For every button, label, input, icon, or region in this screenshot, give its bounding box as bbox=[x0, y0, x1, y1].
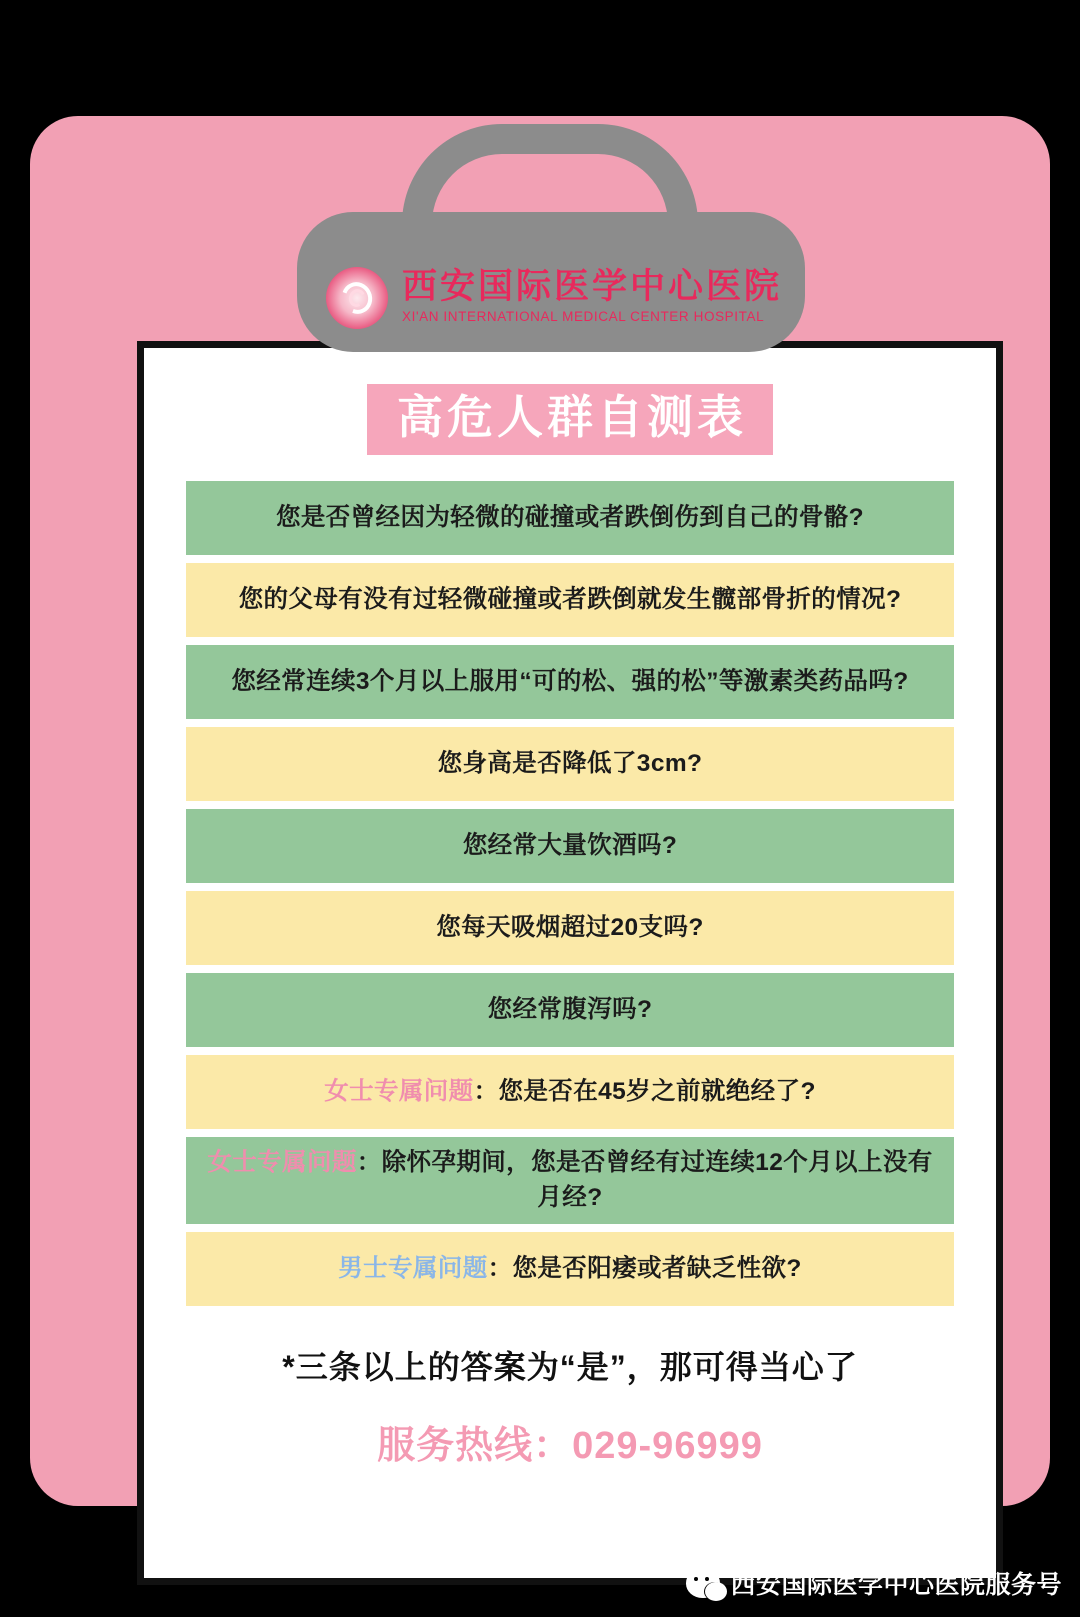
checklist-paper bbox=[137, 341, 1003, 1585]
question-row-6[interactable] bbox=[186, 891, 954, 965]
question-text-1: 您是否曾经因为轻微的碰撞或者跌倒伤到自己的骨骼? bbox=[275, 503, 865, 531]
page-title: 高危人群自测表 bbox=[367, 384, 773, 455]
clipboard-board bbox=[30, 116, 1050, 1506]
question-text-2: 您的父母有没有过轻微碰撞或者跌倒就发生髋部骨折的情况? bbox=[238, 585, 902, 613]
hospital-logo bbox=[326, 258, 783, 338]
question-row-5[interactable] bbox=[186, 809, 954, 883]
hospital-rose-logo-icon bbox=[326, 267, 388, 329]
hospital-logo-text bbox=[402, 266, 783, 328]
question-text-9: ：除怀孕期间，您是否曾经有过连续12个月以上没有月经? bbox=[356, 1148, 933, 1212]
question-row-8[interactable] bbox=[186, 1055, 954, 1129]
page-title-wrap bbox=[144, 384, 996, 455]
question-tag-9: 女士专属问题 bbox=[207, 1148, 357, 1176]
question-row-1[interactable] bbox=[186, 481, 954, 555]
question-row-3[interactable] bbox=[186, 645, 954, 719]
wechat-icon bbox=[686, 1568, 720, 1598]
question-row-9[interactable] bbox=[186, 1137, 954, 1224]
service-hotline: 服务热线：029-96999 bbox=[377, 1424, 763, 1467]
question-row-4[interactable] bbox=[186, 727, 954, 801]
question-text-5: 您经常大量饮酒吗? bbox=[462, 831, 678, 859]
question-text-4: 您身高是否降低了3cm? bbox=[437, 749, 703, 777]
question-row-10[interactable] bbox=[186, 1232, 954, 1306]
question-row-7[interactable] bbox=[186, 973, 954, 1047]
question-text-7: 您经常腹泻吗? bbox=[487, 995, 653, 1023]
question-text-8: ：您是否在45岁之前就绝经了? bbox=[473, 1077, 816, 1105]
result-note: *三条以上的答案为“是”，那可得当心了 bbox=[282, 1348, 858, 1385]
wechat-account-name: 西安国际医学中心医院服务号 bbox=[730, 1571, 1062, 1599]
question-text-6: 您每天吸烟超过20支吗? bbox=[436, 913, 704, 941]
question-tag-10: 男士专属问题 bbox=[338, 1254, 488, 1282]
hospital-name-cn: 西安国际医学中心医院 bbox=[402, 266, 783, 306]
question-row-2[interactable] bbox=[186, 563, 954, 637]
question-tag-8: 女士专属问题 bbox=[324, 1077, 474, 1105]
question-list bbox=[186, 481, 954, 1306]
wechat-account-bar[interactable] bbox=[686, 1565, 1062, 1601]
question-text-10: ：您是否阳痿或者缺乏性欲? bbox=[487, 1254, 802, 1282]
question-text-3: 您经常连续3个月以上服用“可的松、强的松”等激素类药品吗? bbox=[231, 667, 909, 695]
hospital-name-en: XI'AN INTERNATIONAL MEDICAL CENTER HOSPITAL bbox=[402, 309, 765, 325]
